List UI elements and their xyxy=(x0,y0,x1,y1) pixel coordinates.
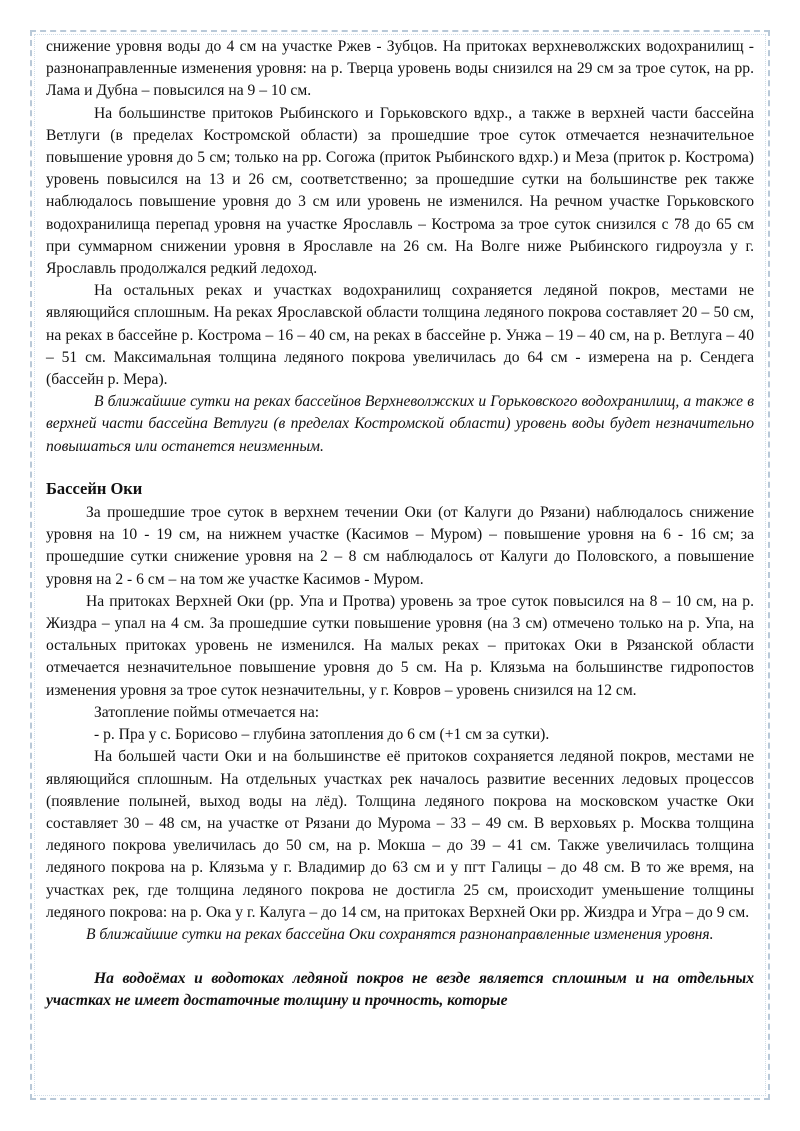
document-body xyxy=(46,36,754,1013)
warning-text: На водоёмах и водотоках ледяной покров не везде является сплошным и на отдельных участках не имеет достаточные толщину и прочность, которые xyxy=(46,970,754,1010)
paragraph-ice-cover: На остальных реках и участках водохранилищ сохраняется ледяной покров, местами не являющийся сплошным. На реках Ярославской области толщина ледяного покрова составляет 20 – 50 см, на реках в бассейне р. Кострома – 16 – 40 см, на реках в бассейне р. Унжа – 19 – 40 см, на р. Ветлуга – 40 – 51 см. Максимальная толщина ледяного покрова увеличилась до 64 см - измерена на р. Сендега (бассейн р. Мера). xyxy=(46,282,754,389)
paragraph-forecast-volga: В ближайшие сутки на реках бассейнов Верхневолжских и Горьковского водохранилищ, а также в верхней части бассейна Ветлуги (в пределах Костромской области) уровень воды будет незначительно повышаться или останется неизменным. xyxy=(46,393,754,455)
flood-intro: Затопление поймы отмечается на: xyxy=(94,703,320,721)
paragraph-forecast-oka: В ближайшие сутки на реках бассейна Оки сохранятся разнонаправленные изменения уровня. xyxy=(86,925,714,943)
paragraph-oka-tributaries: На притоках Верхней Оки (рр. Упа и Протва) уровень за трое суток повысился на 8 – 10 см, на р. Жиздра – упал на 4 см. За прошедшие сутки повышение уровня (на 3 см) отмечено только на р. Упа, на остальных притоках уровень не изменился. На малых реках – притоках Оки в Рязанской области отмечается незначительное повышение уровня до 5 см. На р. Клязьма на большинстве гидропостов изменения уровня за трое суток незначительны, у г. Ковров – уровень снизился на 12 см. xyxy=(46,592,754,699)
paragraph-tributaries: На большинстве притоков Рыбинского и Горьковского вдхр., а также в верхней части бассейна Ветлуги (в пределах Костромской области) за прошедшие трое суток отмечается незначительное повышение уровня до 5 см; только на рр. Согожа (приток Рыбинского вдхр.) и Меза (приток р. Кострома) уровень повысился на 13 и 26 см, соответственно; за прошедшие сутки на большинстве рек также наблюдалось повышение уровня до 3 см или уровень не изменился. На речном участке Горьковского водохранилища перепад уровня на участке Ярославль – Кострома за трое суток снизился с 78 до 65 см при суммарном снижении уровня в Ярославле на 26 см. На Волге ниже Рыбинского гидроузла у г. Ярославль продолжался редкий ледоход. xyxy=(46,104,754,278)
flood-item: - р. Пра у с. Борисово – глубина затопления до 6 см (+1 см за сутки). xyxy=(94,726,550,744)
paragraph-oka-ice: На большей части Оки и на большинстве её притоков сохраняется ледяной покров, местами не являющийся сплошным. На отдельных участках рек началось развитие весенних ледовых процессов (появление полыней, выход воды на лёд). Толщина ледяного покрова на московском участке Оки составляет 30 – 48 см, на участке от Рязани до Мурома – 33 – 49 см. В верховьях р. Москва толщина ледяного покрова увеличилась до 50 см, на р. Мокша – до 39 – 41 см. Также увеличилась толщина ледяного покрова на р. Клязьма у г. Владимир до 63 см и у пгт Галицы – до 48 см. В то же время, на участках рек, где толщина ледяного покрова не достигла 25 см, происходит уменьшение толщины ледяного покрова: на р. Ока у г. Калуга – до 14 см, на притоках Верхней Оки рр. Жиздра и Угра – до 9 см. xyxy=(46,748,754,921)
section-heading-oka: Бассейн Оки xyxy=(46,478,143,498)
paragraph-continuation: снижение уровня воды до 4 см на участке Ржев - Зубцов. На притоках верхневолжских водохранилищ - разнонаправленные изменения уровня: на р. Тверца уровень воды снизился на 29 см за трое суток, на рр. Лама и Дубна – повысился на 9 – 10 см. xyxy=(46,38,754,100)
paragraph-oka-levels: За прошедшие трое суток в верхнем течении Оки (от Калуги до Рязани) наблюдалось снижение уровня на 10 - 19 см, на нижнем участке (Касимов – Муром) – повышение уровня на 6 - 16 см; за прошедшие сутки снижение уровня на 2 – 8 см наблюдалось от Калуги до Половского, а повышение уровня на 2 - 6 см – на том же участке Касимов - Муром. xyxy=(46,504,754,588)
spacer xyxy=(46,946,754,968)
